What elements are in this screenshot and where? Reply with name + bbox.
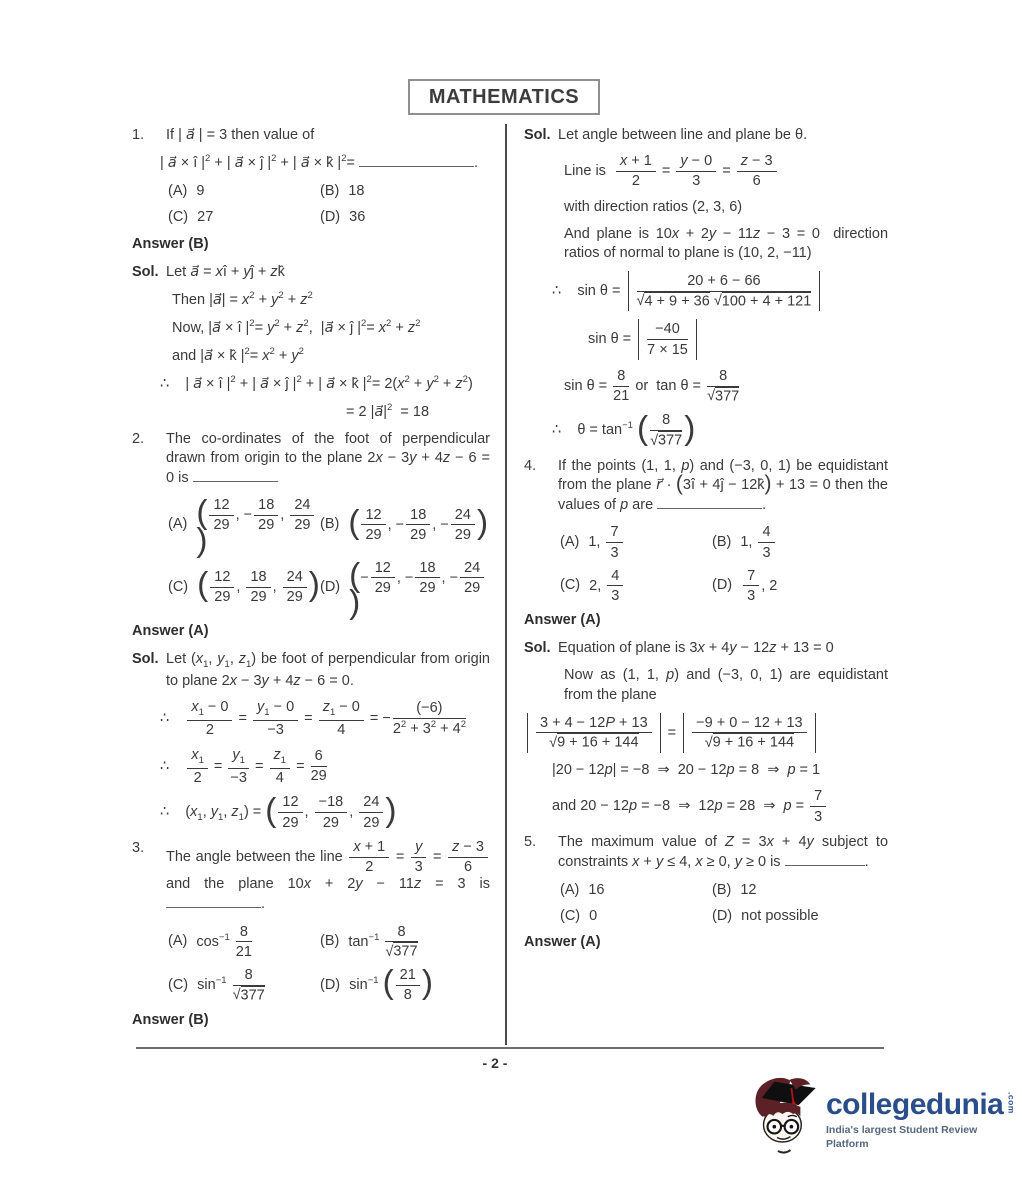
option-a — [560, 524, 712, 560]
option-label: (D) — [320, 209, 341, 226]
option-label: (D) — [712, 908, 733, 925]
solution-3 — [524, 126, 888, 449]
option-b — [320, 182, 490, 201]
question-3-options — [132, 924, 490, 1004]
math-line: ∴ $\frac{x_1}{2}$ = $\frac{y_1}{-3}$ = $\frac{z_1}{4}$ = $\frac{6}{29}$ — [160, 746, 327, 787]
question-1-options — [132, 182, 490, 227]
question-4-options — [524, 524, 888, 604]
collegedunia-mascot-icon — [750, 1072, 822, 1158]
option-label: (A) — [560, 882, 580, 899]
option-a — [168, 924, 320, 960]
option-label: (B) — [320, 183, 340, 200]
option-label: (A) — [168, 183, 188, 200]
solution-text: Now as (1, 1, p) and (−3, 0, 1) are equidistant from the plane — [564, 667, 888, 703]
left-column — [132, 126, 490, 1039]
math-line: ∴ | a⃗ × î $|^2$ + | a⃗ × ĵ $|^2$ + | a⃗ × k̂ $|^2= 2(x^2 + y^2 + z^2)$ — [160, 373, 473, 392]
page-title: MATHEMATICS — [408, 79, 600, 115]
question-4-text: If the points (1, 1, p) and (−3, 0, 1) be equidistant from the plane r⃗ · (3î + 4ĵ − 12k̂) + 13 = 0 then the values of p are . — [558, 457, 888, 514]
option-a — [560, 881, 712, 900]
option-b — [712, 524, 888, 560]
option-label: (C) — [168, 976, 189, 993]
math-line: |20 − 12p| = −8 ⇒ 20 − 12p = 8 ⇒ p = 1 — [552, 762, 821, 779]
solution-1 — [132, 263, 490, 422]
question-3-number: 3. — [132, 839, 145, 856]
option-label: (A) — [168, 516, 188, 533]
sol-label: Sol. — [132, 263, 159, 280]
option-value: (− $\frac{12}{29}$ , − $\frac{18}{29}$ , − $\frac{24}{29}$ ) — [349, 560, 490, 616]
option-a — [168, 494, 320, 559]
option-value: 0 — [589, 908, 598, 925]
question-1-text: If | a⃗ | = 3 then value of — [166, 127, 315, 143]
solution-text: with direction ratios (2, 3, 6) — [564, 198, 743, 215]
answer-q5: Answer (A) — [524, 934, 601, 951]
question-2-number: 2. — [132, 430, 145, 447]
option-value: 1, $\frac{7}{3}$ — [588, 524, 624, 560]
option-value: $\sin^{-1}$ $\frac{8}{√377}$ — [197, 967, 265, 1004]
option-c — [168, 560, 320, 616]
logo-tagline: India's largest Student Review Platform — [826, 1124, 978, 1150]
option-label: (A) — [560, 533, 580, 550]
sol-label: Sol. — [524, 127, 551, 143]
solution-2 — [132, 650, 490, 831]
option-value: ( $\frac{12}{29}$ , − $\frac{18}{29}$ , $\frac{24}{29}$ ) — [196, 497, 320, 553]
option-d — [320, 208, 490, 227]
column-divider — [505, 124, 507, 1045]
question-1-number: 1. — [132, 127, 145, 143]
question-3 — [132, 839, 490, 1030]
solution-text: And plane is 10x + 2y − 11z − 3 = 0 direction ratios of normal to plane is (10, 2, −11) — [564, 225, 889, 261]
option-value: $\sin^{-1}$ ( $\frac{21}{8}$ ) — [349, 964, 433, 1004]
option-label: (C) — [168, 209, 189, 226]
collegedunia-logo — [750, 1072, 1022, 1158]
right-column — [524, 126, 888, 961]
math-line: and |a⃗ × k̂ $|^2= x^2 + y^2$ — [172, 345, 304, 364]
option-b — [320, 924, 490, 960]
logo-text — [826, 1090, 1022, 1152]
option-value: 2, $\frac{4}{3}$ — [589, 568, 625, 604]
option-c — [560, 568, 712, 604]
option-value: $\cos^{-1}$ $\frac{8}{21}$ — [196, 923, 252, 960]
option-b — [320, 497, 490, 553]
option-c — [560, 907, 712, 926]
option-d — [320, 556, 490, 622]
footer-rule — [136, 1047, 884, 1049]
math-line: ∴ $\theta = \tan^{-1}$ ( $\frac{8}{√377}$ ) — [552, 409, 696, 449]
math-line: and 20 − 12p = −8 ⇒ 12p = 28 ⇒ p = $\frac{7}{3}$ — [524, 788, 888, 824]
sol-label: Sol. — [132, 651, 159, 668]
math-line: ∴ ($x_1$, $y_1$, $z_1$) = ( $\frac{12}{29}$ , $\frac{-18}{29}$ , $\frac{24}{29}$ ) — [160, 791, 397, 831]
question-1 — [132, 126, 490, 254]
option-label: (D) — [712, 577, 733, 594]
option-value: 27 — [197, 209, 214, 226]
option-value: ( $\frac{12}{29}$ , $\frac{18}{29}$ , $\frac{24}{29}$ ) — [197, 566, 320, 606]
solution-text: Let a⃗ = xî + yĵ + zk̂ — [166, 263, 285, 280]
math-line: Then |a⃗| = $x^2 + y^2 + z^2$ — [172, 289, 313, 308]
option-c — [168, 208, 320, 227]
option-d — [712, 907, 888, 926]
option-value: 1, $\frac{4}{3}$ — [740, 524, 776, 560]
question-1-equation: | a⃗ × î $|^2$ + | a⃗ × ĵ $|^2$ + | a⃗ × k̂ $|^2=$ . — [160, 153, 479, 172]
question-5-options — [524, 881, 888, 926]
question-2-options — [132, 494, 490, 622]
option-value: $\frac{7}{3}$ , 2 — [741, 568, 777, 604]
math-line: ∴ $\frac{x_1 - 0}{2}$ = $\frac{y_1 - 0}{-3}$ = $\frac{z_1 - 0}{4}$ = − $\frac{(-6)}{2^2 + 3^2 + 4^2}$ — [160, 698, 466, 739]
option-label: (D) — [320, 976, 341, 993]
option-label: (B) — [320, 933, 340, 950]
option-label: (C) — [168, 578, 189, 595]
solution-4 — [524, 639, 888, 824]
answer-q4: Answer (A) — [524, 612, 601, 629]
solution-text: Let ($x_1$, $y_1$, $z_1$) be foot of perpendicular from origin to plane 2x − 3y + 4z − 6 = 0. — [166, 651, 490, 689]
math-line: sin θ = $\frac{-40}{7 \times 15}$ — [524, 319, 888, 359]
option-label: (D) — [320, 578, 341, 595]
math-line: = 2 $|a⃗|^2 = 18$ — [346, 401, 430, 420]
sol-label: Sol. — [524, 640, 551, 657]
option-value: 18 — [348, 183, 365, 200]
solution-text: Equation of plane is 3x + 4y − 12z + 13 = 0 — [558, 640, 834, 657]
option-value: 16 — [588, 882, 605, 899]
option-value: ( $\frac{12}{29}$ , − $\frac{18}{29}$ , − $\frac{24}{29}$ ) — [348, 503, 489, 543]
option-value: 36 — [349, 209, 366, 226]
logo-wordmark: collegedunia — [826, 1088, 1004, 1121]
option-label: (B) — [712, 882, 732, 899]
option-a — [168, 182, 320, 201]
math-line: Line is $\frac{x + 1}{2}$ = $\frac{y - 0}{3}$ = $\frac{z - 3}{6}$ — [524, 153, 888, 189]
math-line: sin θ = $\frac{8}{21}$ or tan θ = $\frac{8}{√377}$ — [564, 367, 740, 405]
answer-q2: Answer (A) — [132, 623, 209, 640]
page-number: - 2 - — [482, 1055, 508, 1071]
math-line: ∴ sin θ = $\frac{20 + 6 - 66}{√4 + 9 + 36 √100 + 4 + 121}$ — [524, 271, 888, 311]
question-2-text: The co-ordinates of the foot of perpendicular drawn from origin to the plane 2x − 3y + 4z − 6 = 0 is — [166, 430, 491, 486]
option-label: (C) — [560, 577, 581, 594]
option-d — [712, 568, 888, 604]
answer-q3: Answer (B) — [132, 1011, 209, 1028]
question-2 — [132, 430, 490, 642]
logo-dotcom: .com — [1006, 1092, 1017, 1114]
solution-text: Let angle between line and plane be θ. — [558, 127, 808, 143]
option-value: 12 — [740, 882, 757, 899]
option-value: not possible — [741, 908, 819, 925]
option-label: (B) — [712, 533, 732, 550]
question-4-number: 4. — [524, 457, 537, 474]
answer-q1: Answer (B) — [132, 235, 209, 252]
math-line: Now, |a⃗ × î $|^2= y^2 + z^2$, |a⃗ × ĵ $|^2= x^2 + z^2$ — [172, 317, 421, 336]
option-value: $\tan^{-1}$ $\frac{8}{√377}$ — [348, 923, 418, 960]
question-5-text: The maximum value of Z = 3x + 4y subject to constraints x + y ≤ 4, x ≥ 0, y ≥ 0 is . — [558, 833, 889, 870]
question-3-text: The angle between the line $\frac{x + 1}{2}$ = $\frac{y}{3}$ = $\frac{z - 3}{6}$ and the plane 10x + 2y − 11z = 3 is . — [166, 838, 491, 913]
option-label: (C) — [560, 908, 581, 925]
option-value: 9 — [196, 183, 205, 200]
option-label: (A) — [168, 933, 188, 950]
option-label: (B) — [320, 516, 340, 533]
option-b — [712, 881, 888, 900]
question-5-number: 5. — [524, 833, 537, 850]
question-5 — [524, 833, 888, 953]
question-4 — [524, 457, 888, 630]
option-c — [168, 967, 320, 1003]
math-line: $\frac{3 + 4 - 12P + 13}{√9 + 16 + 144}$ = $\frac{-9 + 0 - 12 + 13}{√9 + 16 + 144}$ — [524, 713, 888, 753]
option-d — [320, 964, 490, 1004]
